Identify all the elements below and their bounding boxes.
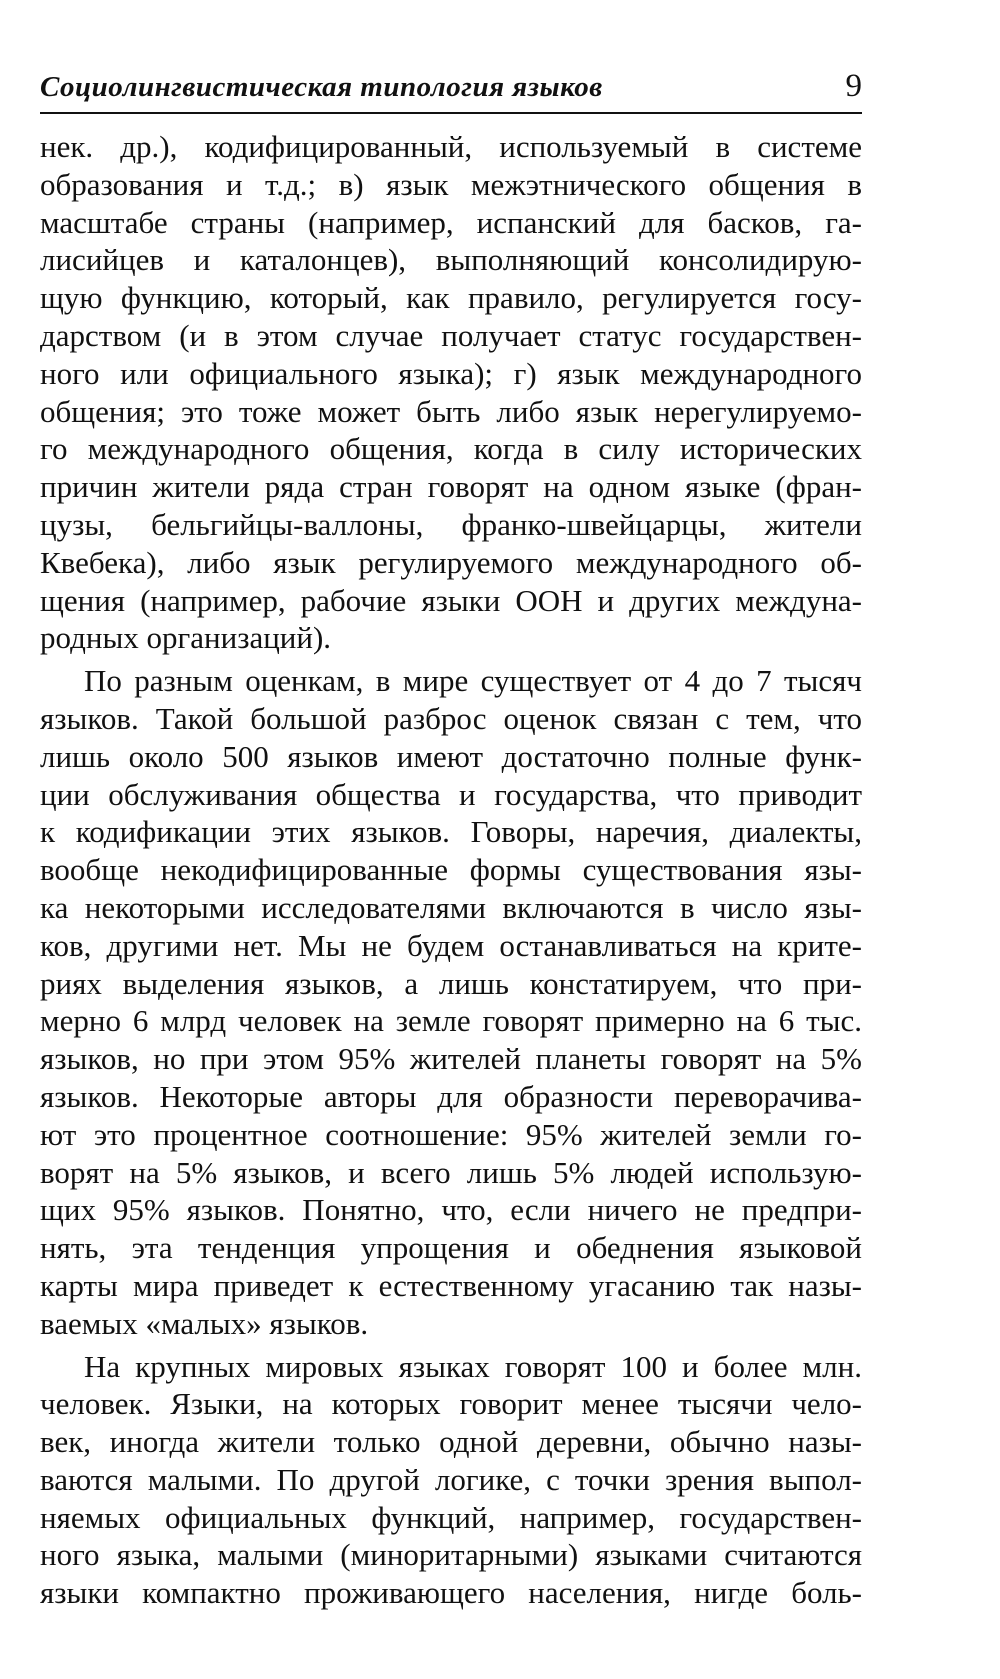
text-line: щую функцию, который, как правило, регулируется госу- <box>40 280 862 316</box>
text-line: языков, но при этом 95% жителей планеты говорят на 5% <box>40 1041 862 1077</box>
text-line: Квебека), либо язык регулируемого международного об- <box>40 544 862 580</box>
text-line: ворят на 5% языков, и всего лишь 5% людей использую- <box>40 1154 862 1190</box>
text-line: к кодификации этих языков. Говоры, наречия, диалекты, <box>40 814 862 850</box>
text-line: го международного общения, когда в силу исторических <box>40 431 862 467</box>
text-line: век, иногда жители только одной деревни, обычно назы- <box>40 1424 862 1460</box>
book-page <box>40 68 862 1617</box>
text-line: ваются малыми. По другой логике, с точки зрения выпол- <box>40 1461 862 1497</box>
paragraph-1 <box>40 128 862 657</box>
text-line: человек. Языки, на которых говорит менее тысячи чело- <box>40 1386 862 1422</box>
paragraph-3 <box>40 1348 862 1613</box>
text-line: цузы, бельгийцы-валлоны, франко-швейцарцы, жители <box>40 506 862 542</box>
text-line: вообще некодифицированные формы существования язы- <box>40 852 862 888</box>
text-line: няемых официальных функций, например, государствен- <box>40 1499 862 1535</box>
text-line: языков. Некоторые авторы для образности переворачива- <box>40 1078 862 1114</box>
body-text <box>40 128 862 1612</box>
text-line: масштабе страны (например, испанский для басков, га- <box>40 204 862 240</box>
text-line: нек. др.), кодифицированный, используемый в системе <box>40 129 862 164</box>
text-line: ного языка, малыми (миноритарными) языками считаются <box>40 1537 862 1573</box>
text-line: причин жители ряда стран говорят на одном языке (фран- <box>40 469 862 505</box>
text-line: общения; это тоже может быть либо язык нерегулируемо- <box>40 393 862 429</box>
text-line: мерно 6 млрд человек на земле говорят примерно на 6 тыс. <box>40 1003 862 1039</box>
text-line: карты мира приведет к естественному угасанию так назы- <box>40 1267 862 1303</box>
text-line: ка некоторыми исследователями включаются в число язы- <box>40 889 862 925</box>
text-line: родных организаций). <box>40 620 332 656</box>
text-line: На крупных мировых языках говорят 100 и более млн. <box>84 1348 862 1384</box>
text-line: языки компактно проживающего населения, нигде боль- <box>40 1575 862 1611</box>
text-line: нять, эта тенденция упрощения и обеднения языковой <box>40 1230 862 1266</box>
text-line: щения (например, рабочие языки ООН и других междуна- <box>40 582 862 618</box>
running-header <box>40 68 862 114</box>
text-line: ваемых «малых» языков. <box>40 1305 369 1341</box>
page-number: 9 <box>845 68 862 104</box>
paragraph-2 <box>40 662 862 1342</box>
text-line: лисийцев и каталонцев), выполняющий консолидирую- <box>40 242 862 278</box>
text-line: ков, другими нет. Мы не будем останавливаться на крите- <box>40 927 862 963</box>
text-line: дарством (и в этом случае получает статус государствен- <box>40 317 862 353</box>
text-line: ного или официального языка); г) язык международного <box>40 355 862 391</box>
text-line: ют это процентное соотношение: 95% жителей земли го- <box>40 1116 862 1152</box>
text-line: риях выделения языков, а лишь констатируем, что при- <box>40 965 862 1001</box>
text-line: ции обслуживания общества и государства, что приводит <box>40 776 862 812</box>
text-line: образования и т.д.; в) язык межэтнического общения в <box>40 166 862 202</box>
text-line: По разным оценкам, в мире существует от 4 до 7 тысяч <box>84 663 862 699</box>
text-line: щих 95% языков. Понятно, что, если ничего не предпри- <box>40 1192 862 1228</box>
text-line: лишь около 500 языков имеют достаточно полные функ- <box>40 738 862 774</box>
text-line: языков. Такой большой разброс оценок связан с тем, что <box>40 700 862 736</box>
running-title: Социолингвистическая типология языков <box>40 71 603 103</box>
